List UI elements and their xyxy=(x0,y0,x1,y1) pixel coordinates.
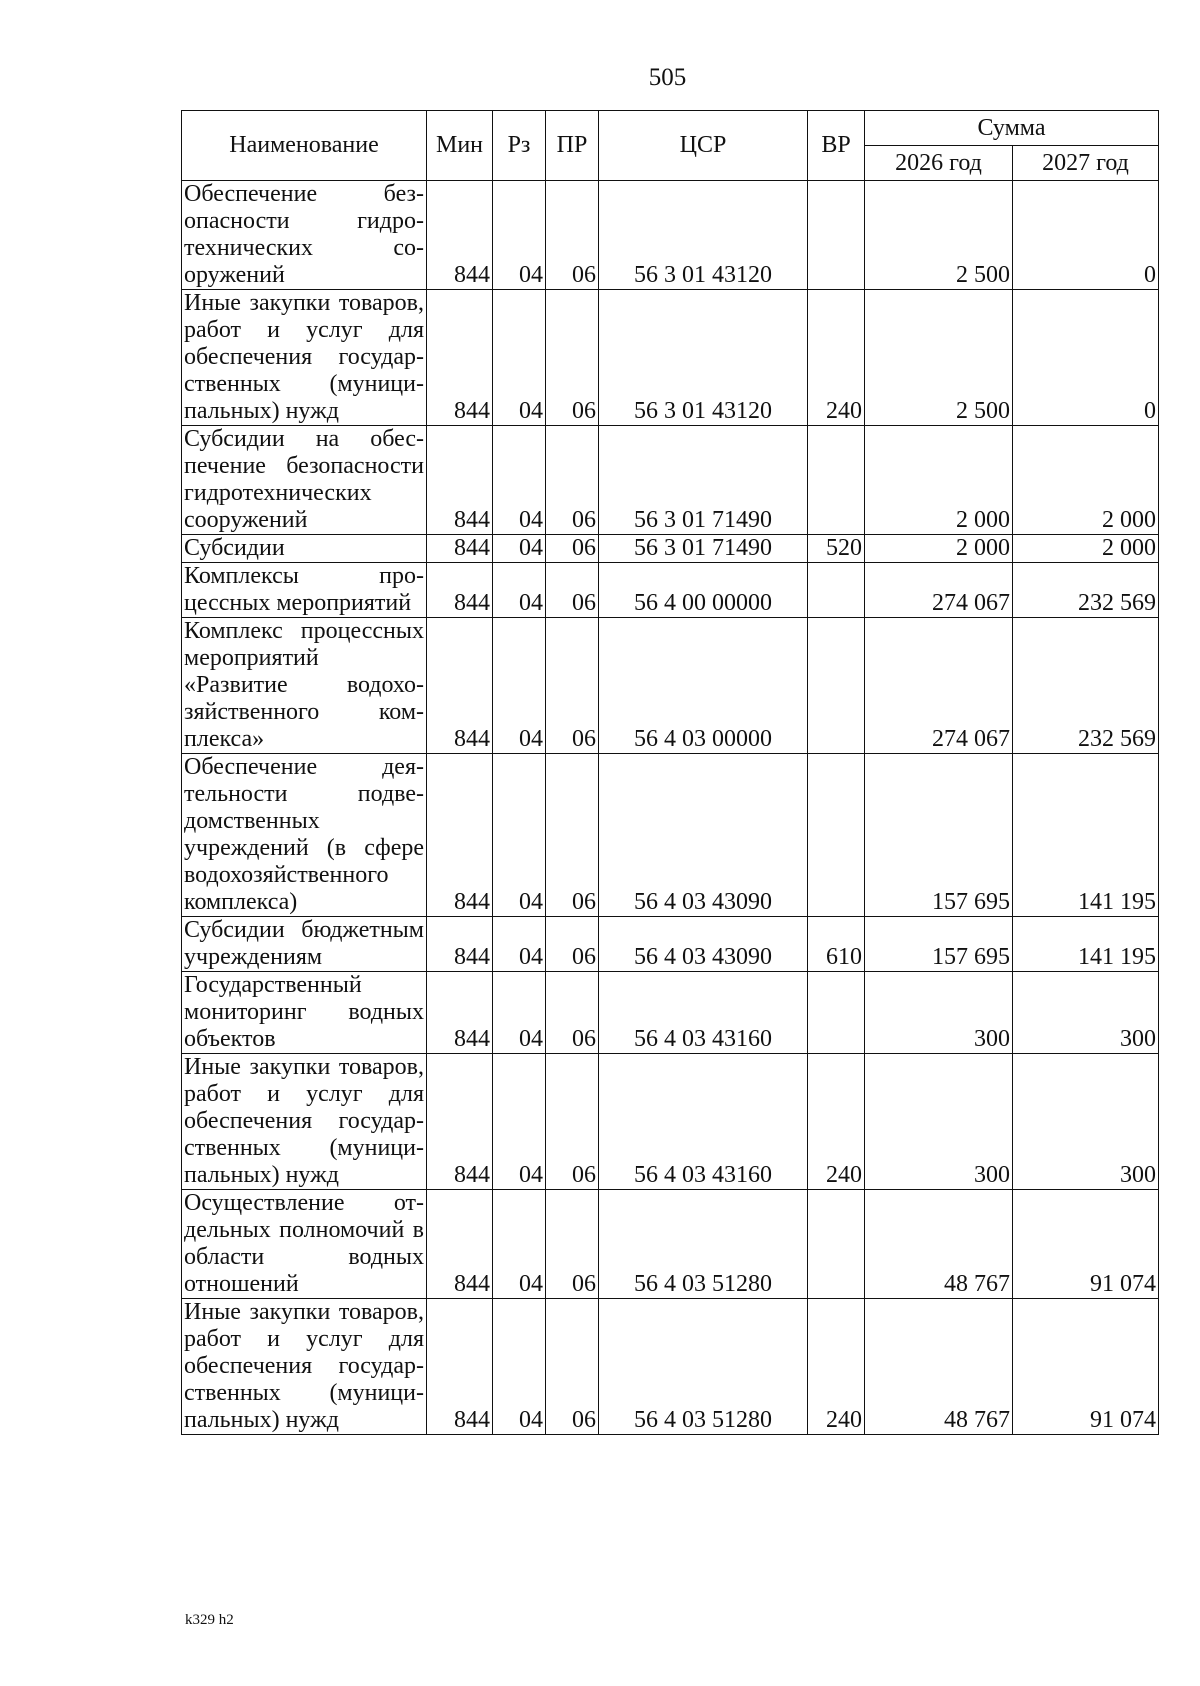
table-row xyxy=(182,754,1159,917)
cell-csr: 56 3 01 43120 xyxy=(599,181,808,290)
cell-min: 844 xyxy=(427,563,493,618)
cell-rz: 04 xyxy=(493,972,546,1054)
cell-pr: 06 xyxy=(546,1190,599,1299)
cell-min: 844 xyxy=(427,1190,493,1299)
cell-csr: 56 4 03 51280 xyxy=(599,1190,808,1299)
cell-min: 844 xyxy=(427,1054,493,1190)
cell-vr xyxy=(808,181,865,290)
cell-sum-2027: 141 195 xyxy=(1013,754,1159,917)
cell-name: Комплексы процессных мероприятий xyxy=(182,563,427,618)
col-header-pr: ПР xyxy=(546,111,599,181)
cell-vr: 520 xyxy=(808,535,865,563)
cell-sum-2026: 300 xyxy=(865,1054,1013,1190)
col-header-2027: 2027 год xyxy=(1013,146,1159,181)
cell-vr: 240 xyxy=(808,290,865,426)
cell-sum-2027: 91 074 xyxy=(1013,1299,1159,1435)
cell-sum-2027: 0 xyxy=(1013,181,1159,290)
cell-name: Обеспечение безопасности гидротехнических сооружений xyxy=(182,181,427,290)
cell-csr: 56 4 03 43090 xyxy=(599,754,808,917)
cell-sum-2027: 232 569 xyxy=(1013,563,1159,618)
cell-vr: 240 xyxy=(808,1054,865,1190)
cell-sum-2027: 91 074 xyxy=(1013,1190,1159,1299)
cell-min: 844 xyxy=(427,917,493,972)
cell-sum-2026: 274 067 xyxy=(865,618,1013,754)
table-row xyxy=(182,426,1159,535)
cell-vr xyxy=(808,563,865,618)
col-header-min: Мин xyxy=(427,111,493,181)
cell-rz: 04 xyxy=(493,618,546,754)
cell-sum-2026: 157 695 xyxy=(865,754,1013,917)
col-header-csr: ЦСР xyxy=(599,111,808,181)
cell-sum-2026: 300 xyxy=(865,972,1013,1054)
cell-sum-2027: 300 xyxy=(1013,972,1159,1054)
cell-pr: 06 xyxy=(546,1054,599,1190)
table-row xyxy=(182,535,1159,563)
cell-csr: 56 4 03 00000 xyxy=(599,618,808,754)
table-header-row xyxy=(182,111,1159,146)
cell-min: 844 xyxy=(427,426,493,535)
cell-rz: 04 xyxy=(493,181,546,290)
cell-csr: 56 3 01 71490 xyxy=(599,426,808,535)
cell-sum-2026: 2 000 xyxy=(865,426,1013,535)
cell-vr xyxy=(808,1190,865,1299)
cell-name: Иные закупки товаров, работ и услуг для обеспечения государственных (муниципальных) нужд xyxy=(182,1299,427,1435)
cell-name: Субсидии xyxy=(182,535,427,563)
col-header-vr: ВР xyxy=(808,111,865,181)
cell-name: Комплекс процессных мероприятий «Развитие водохозяйственного комплекса» xyxy=(182,618,427,754)
cell-sum-2027: 0 xyxy=(1013,290,1159,426)
cell-csr: 56 4 03 51280 xyxy=(599,1299,808,1435)
cell-sum-2027: 300 xyxy=(1013,1054,1159,1190)
table-row xyxy=(182,1299,1159,1435)
table-row xyxy=(182,1054,1159,1190)
table-row xyxy=(182,181,1159,290)
cell-vr: 240 xyxy=(808,1299,865,1435)
cell-pr: 06 xyxy=(546,1299,599,1435)
cell-sum-2026: 2 000 xyxy=(865,535,1013,563)
cell-min: 844 xyxy=(427,181,493,290)
cell-pr: 06 xyxy=(546,972,599,1054)
cell-pr: 06 xyxy=(546,618,599,754)
cell-min: 844 xyxy=(427,754,493,917)
cell-rz: 04 xyxy=(493,754,546,917)
table-row xyxy=(182,618,1159,754)
cell-vr xyxy=(808,618,865,754)
cell-pr: 06 xyxy=(546,754,599,917)
cell-sum-2026: 48 767 xyxy=(865,1299,1013,1435)
cell-rz: 04 xyxy=(493,563,546,618)
cell-name: Осуществление отдельных полномочий в области водных отношений xyxy=(182,1190,427,1299)
cell-sum-2026: 2 500 xyxy=(865,181,1013,290)
cell-min: 844 xyxy=(427,618,493,754)
cell-name: Иные закупки товаров, работ и услуг для обеспечения государственных (муниципальных) нужд xyxy=(182,290,427,426)
cell-rz: 04 xyxy=(493,426,546,535)
cell-vr: 610 xyxy=(808,917,865,972)
table-row xyxy=(182,290,1159,426)
cell-sum-2026: 2 500 xyxy=(865,290,1013,426)
cell-sum-2027: 2 000 xyxy=(1013,426,1159,535)
cell-min: 844 xyxy=(427,972,493,1054)
table-row xyxy=(182,972,1159,1054)
cell-min: 844 xyxy=(427,290,493,426)
cell-rz: 04 xyxy=(493,535,546,563)
cell-name: Субсидии на обеспечение безопасности гидротехнических сооружений xyxy=(182,426,427,535)
cell-rz: 04 xyxy=(493,290,546,426)
cell-sum-2027: 2 000 xyxy=(1013,535,1159,563)
col-header-2026: 2026 год xyxy=(865,146,1013,181)
cell-rz: 04 xyxy=(493,1054,546,1190)
cell-pr: 06 xyxy=(546,181,599,290)
cell-csr: 56 4 00 00000 xyxy=(599,563,808,618)
cell-pr: 06 xyxy=(546,426,599,535)
cell-csr: 56 3 01 71490 xyxy=(599,535,808,563)
cell-rz: 04 xyxy=(493,1190,546,1299)
footer-code: k329 h2 xyxy=(185,1612,234,1628)
cell-csr: 56 4 03 43090 xyxy=(599,917,808,972)
table-row xyxy=(182,563,1159,618)
cell-pr: 06 xyxy=(546,563,599,618)
cell-min: 844 xyxy=(427,1299,493,1435)
cell-sum-2026: 274 067 xyxy=(865,563,1013,618)
table-body xyxy=(182,181,1159,1435)
cell-pr: 06 xyxy=(546,917,599,972)
cell-sum-2026: 48 767 xyxy=(865,1190,1013,1299)
cell-rz: 04 xyxy=(493,917,546,972)
cell-pr: 06 xyxy=(546,535,599,563)
cell-csr: 56 4 03 43160 xyxy=(599,1054,808,1190)
cell-sum-2027: 141 195 xyxy=(1013,917,1159,972)
cell-csr: 56 4 03 43160 xyxy=(599,972,808,1054)
cell-name: Субсидии бюджетным учреждениям xyxy=(182,917,427,972)
cell-sum-2026: 157 695 xyxy=(865,917,1013,972)
cell-csr: 56 3 01 43120 xyxy=(599,290,808,426)
cell-name: Обеспечение деятельности подведомственных учреждений (в сфере водохозяйственного комплекса) xyxy=(182,754,427,917)
cell-name: Иные закупки товаров, работ и услуг для обеспечения государственных (муниципальных) нужд xyxy=(182,1054,427,1190)
cell-name: Государственный мониторинг водных объектов xyxy=(182,972,427,1054)
table-row xyxy=(182,917,1159,972)
cell-min: 844 xyxy=(427,535,493,563)
budget-table xyxy=(181,110,1159,1435)
cell-vr xyxy=(808,754,865,917)
col-header-name: Наименование xyxy=(182,111,427,181)
cell-vr xyxy=(808,426,865,535)
page-number: 505 xyxy=(648,64,687,91)
cell-vr xyxy=(808,972,865,1054)
col-header-sum: Сумма xyxy=(865,111,1159,146)
cell-pr: 06 xyxy=(546,290,599,426)
table-row xyxy=(182,1190,1159,1299)
cell-rz: 04 xyxy=(493,1299,546,1435)
col-header-rz: Рз xyxy=(493,111,546,181)
cell-sum-2027: 232 569 xyxy=(1013,618,1159,754)
